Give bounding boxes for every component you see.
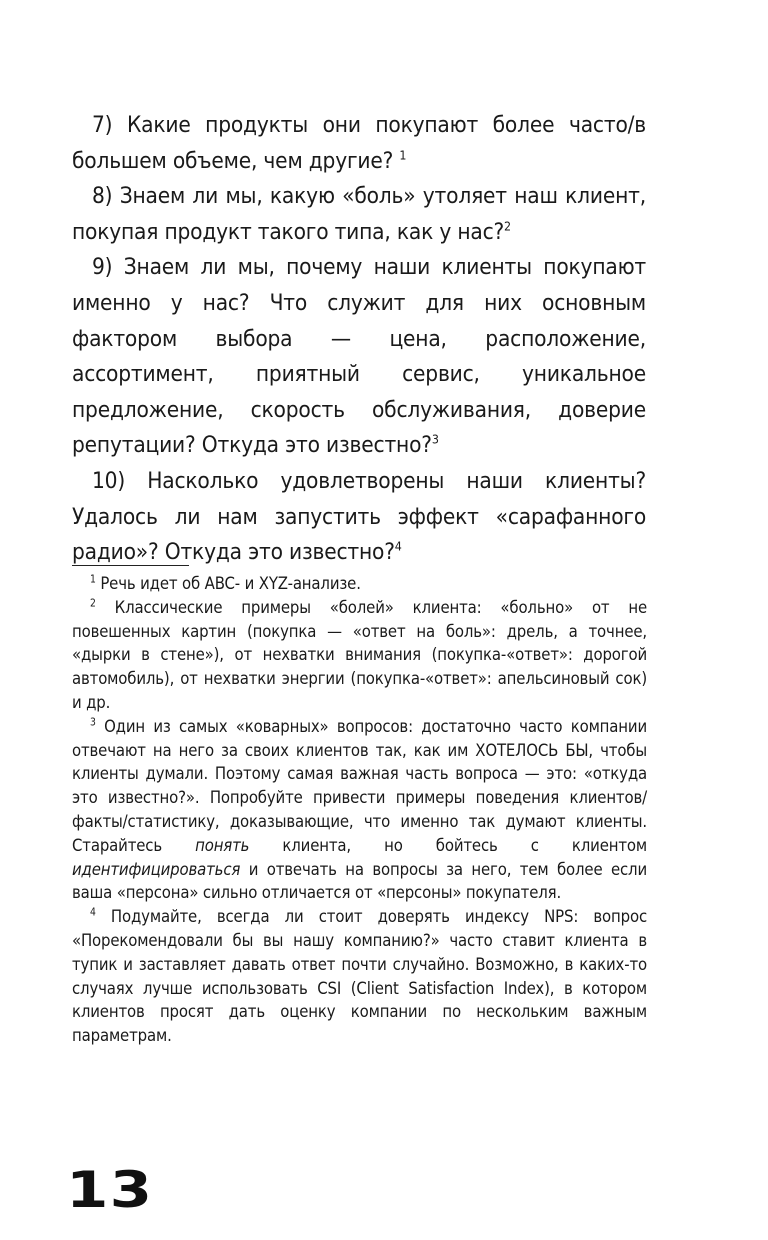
paragraph-8: 8) Знаем ли мы, какую «боль» утоляет наш клиент, покупая продукт такого типа, как у нас?$^2$ bbox=[72, 183, 646, 245]
paragraph-9: 9) Знаем ли мы, почему наши клиенты покупают именно у нас? Что служит для них основным фактором выбора — цена, расположение, ассортимент, приятный сервис, уникальное предложение, скорость обслуживания, доверие репутации? Откуда это известно?$^3$ bbox=[72, 254, 646, 459]
footnote-4: $^4$ Подумайте, всегда ли стоит доверять индексу NPS: вопрос «Порекомендовали бы вы нашу компанию?» часто ставит клиента в тупик и заставляет давать ответ почти случайно. Возможно, в каких-то случаях лучше использовать CSI (Client Satisfaction Index), в котором клиентов просят дать оценку компании по нескольким важным параметрам. bbox=[72, 906, 648, 1046]
footnote-1: $^1$ Речь идет об ABC- и XYZ-анализе. bbox=[90, 573, 361, 593]
footnote-ref-3: 3 bbox=[431, 432, 439, 447]
paragraph-7: 7) Какие продукты они покупают более часто/в большем объеме, чем другие? $^1$ bbox=[72, 112, 646, 174]
footnote-divider bbox=[72, 565, 189, 566]
footnote-2: $^2$ Классические примеры «болей» клиента: «больно» от не повешенных картин (покупка — «ответ на боль»: дрель, а точнее, «дырки в стене»), от нехватки внимания (покупка-«ответ»: дорогой автомобиль), от нехватки энергии (покупка-«ответ»: апельсиновый сок) и др. bbox=[72, 597, 648, 712]
paragraph-10: 10) Насколько удовлетворены наши клиенты? Удалось ли нам запустить эффект «сарафанного радио»? Откуда это известно?$^4$ bbox=[72, 467, 646, 566]
footnotes bbox=[72, 572, 647, 1048]
footnote-3: $^3$ Один из самых «коварных» вопросов: достаточно часто компании отвечают на него за своих клиентов так, как им ХОТЕЛОСЬ БЫ, чтобы клиенты думали. Поэтому самая важная часть вопроса — это: «откуда это известно?». Попробуйте привести примеры поведения клиентов/факты/статистику, доказывающие, что именно так думают клиенты. Старайтесь понять клиента, но бойтесь с клиентом идентифицироваться и отвечать на вопросы за него, тем более если ваша «персона» сильно отличается от «персоны» покупателя. bbox=[72, 716, 647, 903]
footnote-ref-1: 1 bbox=[399, 148, 407, 163]
footnote-ref-4: 4 bbox=[394, 539, 402, 554]
main-text bbox=[72, 108, 646, 571]
page-number: 13 bbox=[66, 1161, 154, 1219]
footnote-ref-2: 2 bbox=[504, 219, 511, 234]
